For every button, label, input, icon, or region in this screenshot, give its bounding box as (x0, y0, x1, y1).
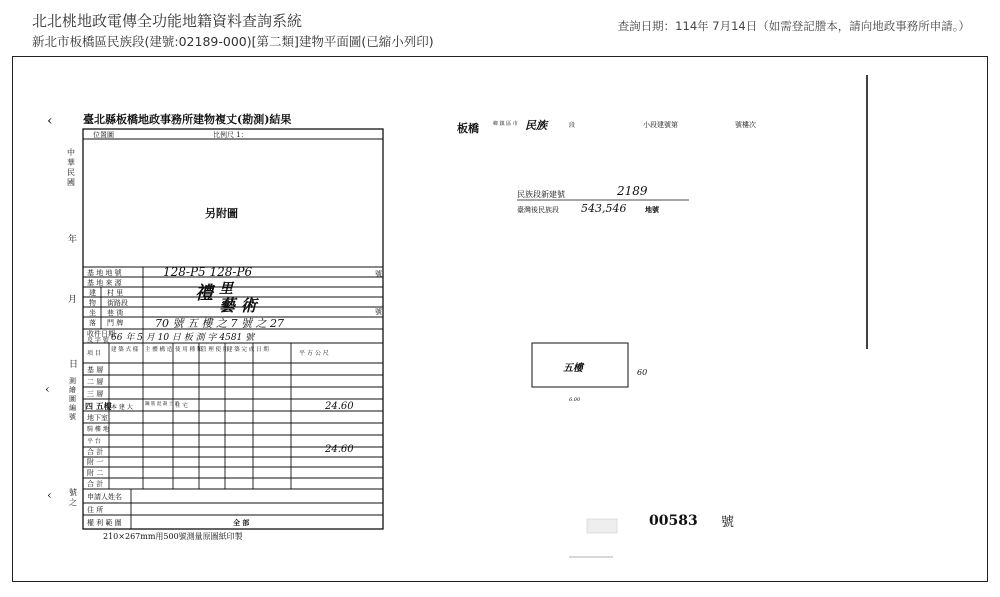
hw-lane-suffix: 號 (375, 308, 382, 316)
hw-road: 藝 術 (219, 296, 257, 315)
floor-area: 60 (637, 368, 648, 377)
office-title: 臺北縣板橋地政事務所建物複丈(勘測)結果 (83, 113, 292, 126)
scan-frame (12, 56, 988, 582)
floor-box-label: 五樓 (563, 363, 583, 374)
old-section-label: 臺灣後民族段 (517, 206, 559, 214)
margin-bottom-2: 繪 (69, 386, 76, 394)
label-located: 落 (89, 319, 96, 327)
th-manage: 管 理 使 用 (201, 347, 229, 353)
margin-bottom-5: 號 (69, 413, 76, 421)
row-fill-area-2: 24.60 (325, 444, 354, 455)
th-area: 平 方 公 尺 (299, 350, 329, 357)
right-section-small: 段 (569, 122, 576, 129)
margin-char-1: 中 (67, 148, 75, 157)
label-door: 門 牌 (107, 319, 124, 327)
row-label-1: 基 層 (87, 366, 104, 374)
scanned-document (13, 57, 989, 583)
row-label-8: 合 計 (87, 448, 104, 456)
margin-char-4: 國 (67, 178, 75, 187)
margin-char-7: 日 (69, 360, 79, 370)
label-property: 物 (89, 299, 96, 307)
margin-foot-1: 號 (69, 488, 77, 497)
row-fill-area-1: 24.60 (325, 401, 354, 412)
hw-date-no: 66 年 5 月 10 日 板 測 字 4581 號 (111, 333, 255, 343)
serial-number: 00583 (649, 513, 698, 529)
row-label-10: 附 二 (87, 469, 104, 477)
new-building-no: 2189 (617, 184, 648, 198)
stamp-smudge (587, 519, 617, 533)
right-subsection: 小段建號第 (643, 121, 678, 129)
hw-lots: 128-P5 128-P6 (163, 265, 253, 279)
margin-char-6: 月 (68, 295, 78, 305)
serial-suffix: 號 (721, 515, 735, 530)
margin-bottom-4: 編 (69, 404, 76, 412)
label-rights: 權 利 範 圍 (87, 519, 122, 527)
row-fill-usage: 住 宅 (175, 403, 188, 409)
row-label-3: 三 層 (87, 390, 104, 398)
row-label-6: 騎 樓 地 (87, 426, 109, 433)
label-issue-date: 收件日期 (87, 330, 115, 338)
label-issue-no: 及 字 號 (87, 337, 109, 344)
row-label-4: 四 五樓 (85, 401, 112, 411)
row-label-5: 地下室 (87, 414, 108, 422)
margin-bottom-3: 圖 (69, 395, 76, 403)
margin-mark-2: ‹ (47, 488, 52, 502)
margin-char-2: 華 (67, 158, 75, 167)
label-lane: 巷 衖 (107, 309, 124, 317)
below-box: 6.00 (569, 397, 581, 403)
hw-lots-suffix: 號 (375, 270, 382, 278)
th-complete: 建 築 完 成 日 期 (227, 347, 269, 353)
label-construction: 建 (89, 289, 96, 297)
right-district: 板橋 (457, 122, 479, 135)
label-seat: 坐 (89, 309, 96, 317)
margin-bottom-1: 測 (69, 377, 76, 385)
scale-label: 比例尺 1： (213, 131, 248, 139)
page-subtitle: 新北市板橋區民族段(建號:02189-000)[第二類]建物平面圖(已縮小列印) (32, 34, 434, 49)
hw-door-no: 70 號 五 樓 之 7 號 之 27 (155, 317, 284, 330)
label-applicant: 申請人姓名 (87, 493, 122, 501)
row-fill-style: 本 建 大 (111, 404, 133, 411)
th-usage: 使 用 種 類 (175, 347, 203, 353)
label-base-lot: 基 地 地 號 (87, 269, 122, 277)
label-village: 村 里 (107, 289, 124, 297)
query-date: 查詢日期：114年 7月14日（如需登記謄本，請向地政事務所申請。） (617, 19, 970, 33)
label-base-source: 基 地 來 源 (87, 279, 122, 287)
th-style: 建 築 式 樣 (111, 347, 139, 353)
label-road: 街路段 (107, 299, 128, 307)
new-building-label: 民族段新建號 (517, 190, 565, 199)
margin-mark: ‹ (45, 382, 50, 396)
row-label-7: 平 台 (87, 438, 101, 445)
old-lot-no: 543,546 (581, 202, 627, 215)
old-lot-suffix: 地號 (645, 205, 659, 214)
margin-char-5: 年 (68, 235, 78, 245)
corner-mark: ‹ (47, 113, 53, 129)
rights-value: 全 部 (233, 518, 250, 527)
attached-map-text: 另附圖 (205, 207, 238, 220)
th-item: 項 目 (87, 350, 101, 357)
hw-lane: 里 (219, 281, 233, 297)
row-fill-structure: 鋼 筋 混 凝 土 造 (145, 402, 180, 407)
right-section-hw: 民族 (525, 119, 547, 132)
hw-village: 禮 (195, 283, 213, 304)
label-address: 住 所 (87, 506, 104, 514)
margin-char-3: 民 (67, 168, 75, 177)
right-floor-no: 號樓次 (735, 121, 756, 129)
page-title: 北北桃地政電傳全功能地籍資料查詢系統 (32, 12, 303, 30)
right-district-small: 鄉 鎮 區 市 (493, 121, 518, 127)
row-label-2: 二 層 (87, 378, 104, 386)
margin-foot-2: 之 (69, 498, 77, 507)
form-footer-note: 210×267mm用500號測量原圖紙印製 (103, 532, 243, 541)
row-label-11: 合 計 (87, 480, 104, 488)
th-structure: 主 體 構 造 (145, 347, 173, 353)
row-label-9: 附 一 (87, 458, 104, 466)
location-map-label: 位置圖 (93, 131, 114, 139)
